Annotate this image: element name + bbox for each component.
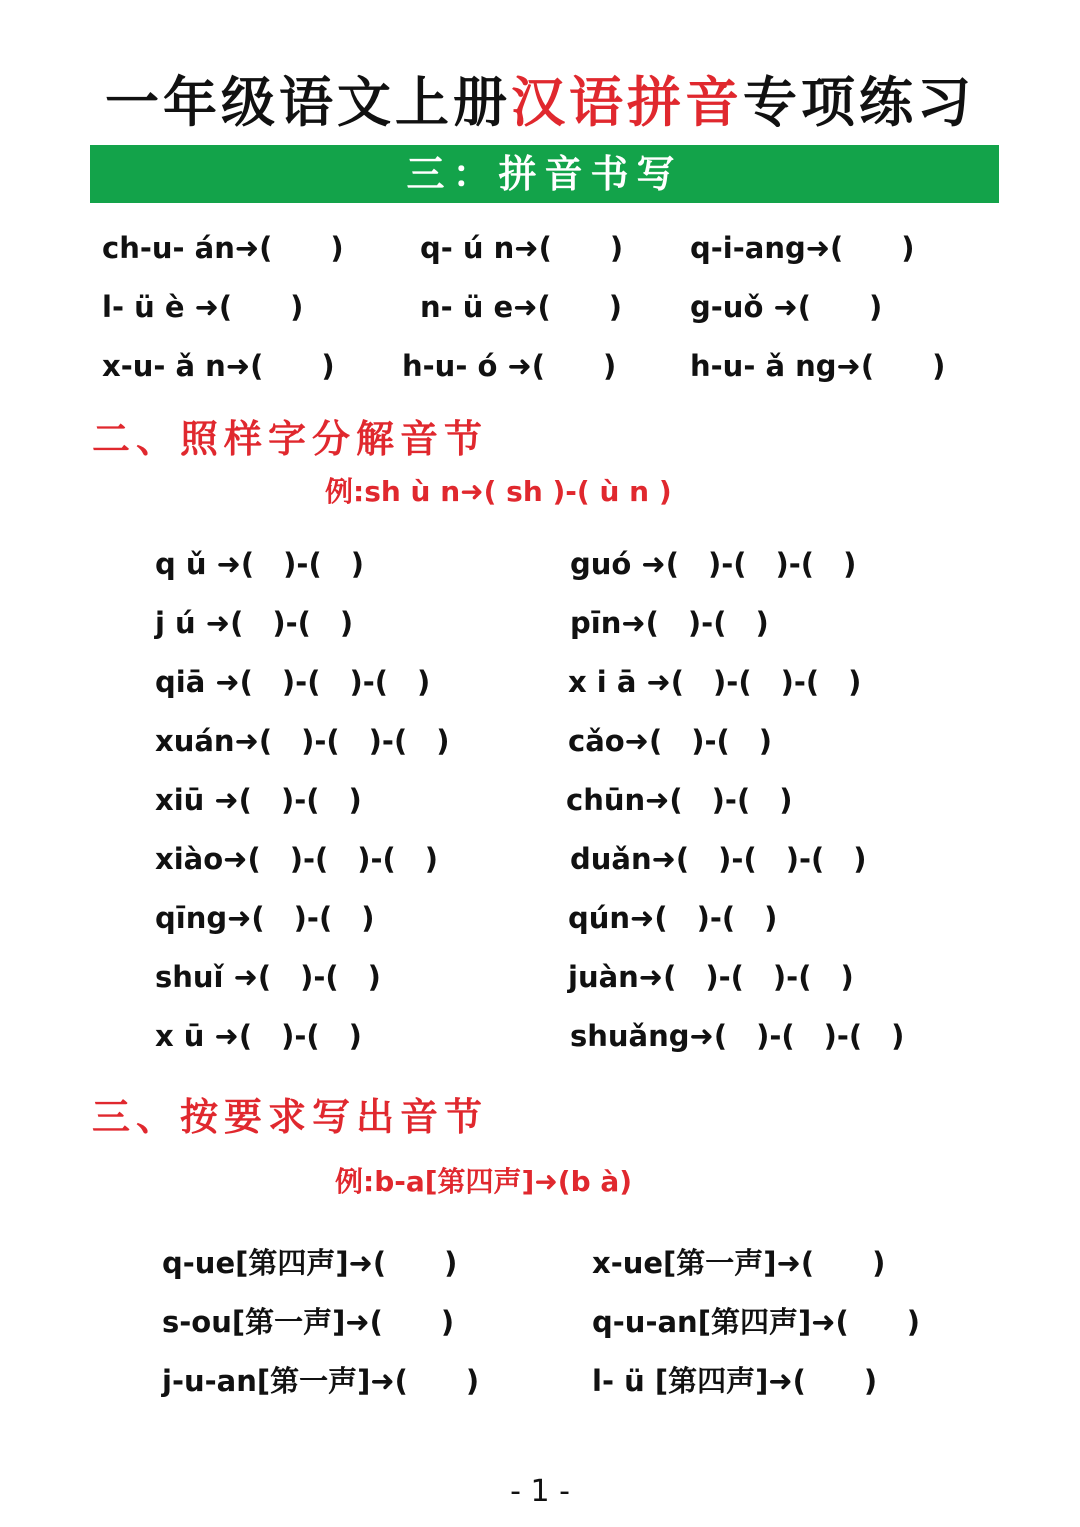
exercise-item: s-ou[第一声]➜( ) [162, 1305, 455, 1339]
exercise-item: x-u- ǎ n➜( ) [102, 349, 335, 383]
exercise-item: x-ue[第一声]➜( ) [592, 1246, 886, 1280]
page-number: - 1 - [510, 1474, 570, 1509]
exercise-item: h-u- ǎ ng➜( ) [690, 349, 946, 383]
section-banner: 三：拼音书写 [90, 145, 999, 203]
exercise-item: xiào➜( )-( )-( ) [155, 842, 439, 876]
page-title [0, 62, 1080, 142]
title-part-1: 一年级语文上册 [105, 70, 511, 134]
section-heading: 二、照样字分解音节 [92, 416, 489, 461]
exercise-item: shuǐ ➜( )-( ) [155, 960, 381, 994]
exercise-item: j ú ➜( )-( ) [155, 606, 354, 640]
exercise-item: cǎo➜( )-( ) [568, 724, 773, 758]
exercise-item: xuán➜( )-( )-( ) [155, 724, 450, 758]
exercise-item: l- ü [第四声]➜( ) [592, 1364, 878, 1398]
example-line: 例:sh ù n➜( sh )-( ù n ) [325, 475, 672, 508]
exercise-item: j-u-an[第一声]➜( ) [162, 1364, 480, 1398]
exercise-item: q ǔ ➜( )-( ) [155, 547, 364, 581]
section-heading: 三、按要求写出音节 [92, 1094, 489, 1139]
exercise-item: ch-u- án➜( ) [102, 231, 344, 265]
exercise-item: g-uǒ ➜( ) [690, 290, 883, 324]
exercise-item: guó ➜( )-( )-( ) [570, 547, 857, 581]
exercise-item: qún➜( )-( ) [568, 901, 778, 935]
exercise-item: q-i-ang➜( ) [690, 231, 915, 265]
exercise-item: qīng➜( )-( ) [155, 901, 375, 935]
exercise-item: q- ú n➜( ) [420, 231, 624, 265]
exercise-item: chūn➜( )-( ) [566, 783, 793, 817]
example-line: 例:b-a[第四声]➜(b à) [335, 1165, 633, 1198]
exercise-item: q-u-an[第四声]➜( ) [592, 1305, 921, 1339]
exercise-item: h-u- ó ➜( ) [402, 349, 617, 383]
exercise-item: l- ü è ➜( ) [102, 290, 304, 324]
exercise-item: q-ue[第四声]➜( ) [162, 1246, 458, 1280]
exercise-item: qiā ➜( )-( )-( ) [155, 665, 431, 699]
exercise-item: x i ā ➜( )-( )-( ) [568, 665, 862, 699]
title-part-3: 专项练习 [743, 70, 975, 134]
exercise-item: shuǎng➜( )-( )-( ) [570, 1019, 905, 1053]
title-highlight: 汉语拼音 [511, 70, 743, 134]
exercise-item: n- ü e➜( ) [420, 290, 622, 324]
exercise-item: juàn➜( )-( )-( ) [568, 960, 854, 994]
exercise-item: xiū ➜( )-( ) [155, 783, 362, 817]
exercise-item: duǎn➜( )-( )-( ) [570, 842, 867, 876]
exercise-item: x ū ➜( )-( ) [155, 1019, 362, 1053]
exercise-item: pīn➜( )-( ) [570, 606, 769, 640]
